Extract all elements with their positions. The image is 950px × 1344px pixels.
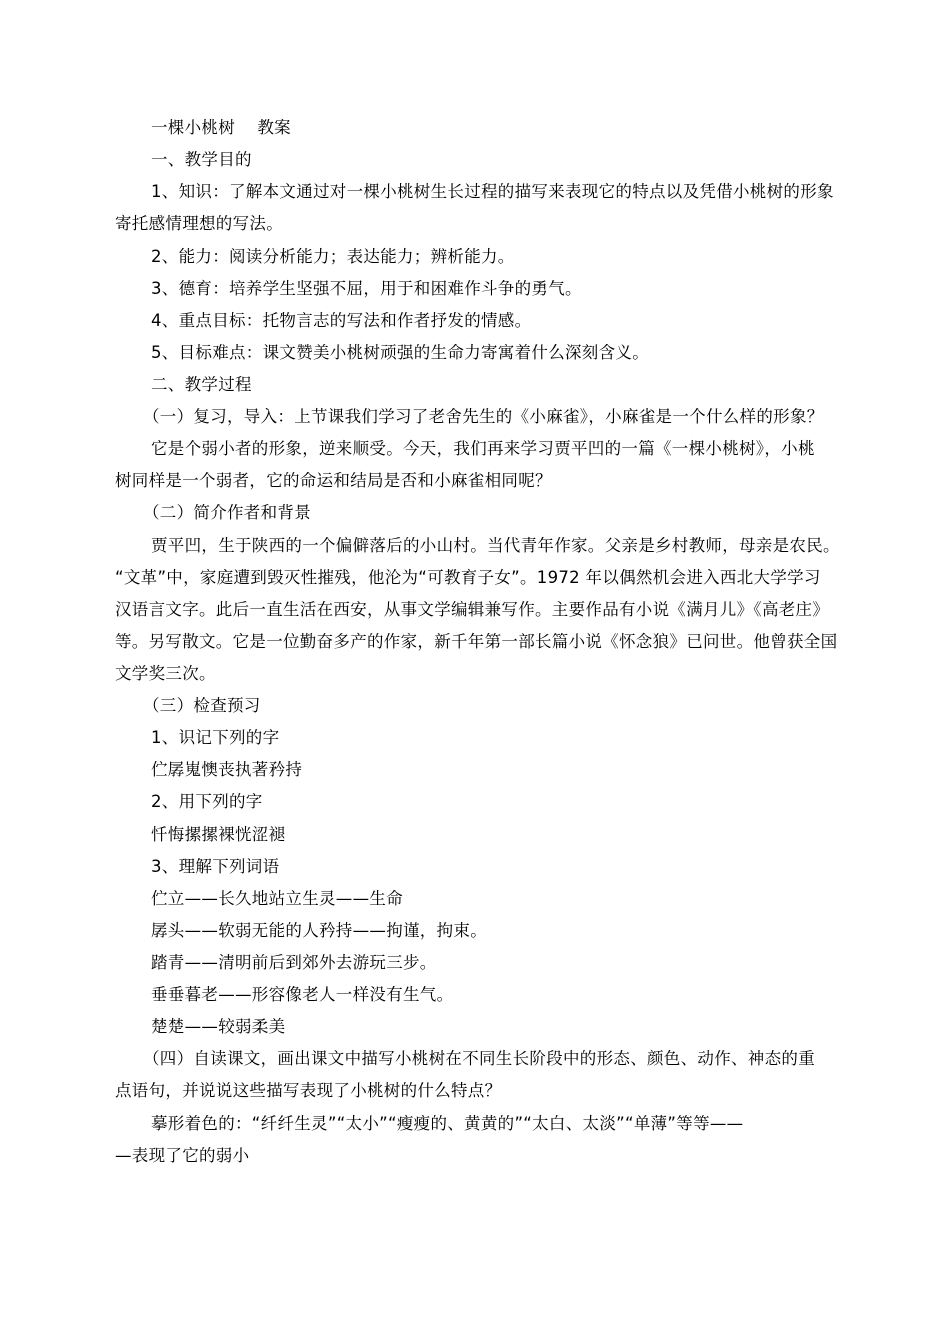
paragraph-line: 4、重点目标：托物言志的写法和作者抒发的情感。 [151, 311, 532, 330]
paragraph-line: 5、目标难点：课文赞美小桃树顽强的生命力寄寓着什么深刻含义。 [151, 343, 649, 362]
paragraph-line: 3、理解下列词语 [151, 857, 280, 876]
heading-teaching-process: 二、教学过程 [151, 375, 252, 394]
paragraph-line: 踏青——清明前后到郊外去游玩三步。 [151, 953, 437, 972]
paragraph-line: 楚楚——较弱柔美 [151, 1017, 286, 1036]
paragraph-line: 1、识记下列的字 [151, 728, 280, 747]
paragraph-line: 点语句，并说说这些描写表现了小桃树的什么特点？ [115, 1081, 502, 1100]
paragraph-line: 2、能力：阅读分析能力；表达能力；辨析能力。 [151, 247, 515, 266]
paragraph-line: 3、德育：培养学生坚强不屈，用于和困难作斗争的勇气。 [151, 279, 582, 298]
paragraph-line: 汉语言文字。此后一直生活在西安，从事文学编辑兼写作。主要作品有小说《满月儿》《高老庄》 [115, 600, 830, 619]
heading-teaching-goals: 一、教学目的 [151, 150, 252, 169]
paragraph-line: 它是个弱小者的形象，逆来顺受。今天，我们再来学习贾平凹的一篇《一棵小桃树》，小桃 [151, 439, 815, 458]
document-title: 一棵小桃树 教案 [151, 118, 291, 137]
paragraph-line: 伫孱嵬懊丧执著矜持 [151, 760, 303, 779]
paragraph-line: 摹形着色的：“纤纤生灵”“太小”“瘦瘦的、黄黄的”“太白、太淡”“单薄”等等—— [151, 1114, 744, 1133]
paragraph-line: 忏悔摞摞裸恍涩褪 [151, 825, 286, 844]
paragraph-line: 寄托感情理想的写法。 [115, 214, 283, 233]
paragraph-line: “文革”中，家庭遭到毁灭性摧残，他沦为“可教育子女”。1972 年以偶然机会进入西北大学学习 [115, 568, 821, 587]
paragraph-line: 垂垂暮老——形容像老人一样没有生气。 [151, 985, 454, 1004]
paragraph-line: 2、用下列的字 [151, 792, 263, 811]
section-heading: （三）检查预习 [143, 696, 261, 715]
paragraph-line: 等。另写散文。它是一位勤奋多产的作家，新千年第一部长篇小说《怀念狼》已问世。他曾获全国 [115, 632, 838, 651]
section-heading: （二）简介作者和背景 [143, 503, 311, 522]
paragraph-line: （一）复习，导入：上节课我们学习了老舍先生的《小麻雀》，小麻雀是一个什么样的形象？ [143, 407, 824, 426]
paragraph-line: 文学奖三次。 [115, 664, 216, 683]
paragraph-line: 贾平凹，生于陕西的一个偏僻落后的小山村。当代青年作家。父亲是乡村教师，母亲是农民。 [151, 536, 840, 555]
paragraph-line: —表现了它的弱小 [115, 1146, 250, 1165]
paragraph-line: 孱头——软弱无能的人矜持——拘谨，拘束。 [151, 921, 487, 940]
paragraph-line: 1、知识：了解本文通过对一棵小桃树生长过程的描写来表现它的特点以及凭借小桃树的形象 [151, 182, 834, 201]
paragraph-line: 树同样是一个弱者，它的命运和结局是否和小麻雀相同呢？ [115, 471, 552, 490]
paragraph-line: （四）自读课文，画出课文中描写小桃树在不同生长阶段中的形态、颜色、动作、神态的重 [143, 1049, 815, 1068]
paragraph-line: 伫立——长久地站立生灵——生命 [151, 889, 403, 908]
